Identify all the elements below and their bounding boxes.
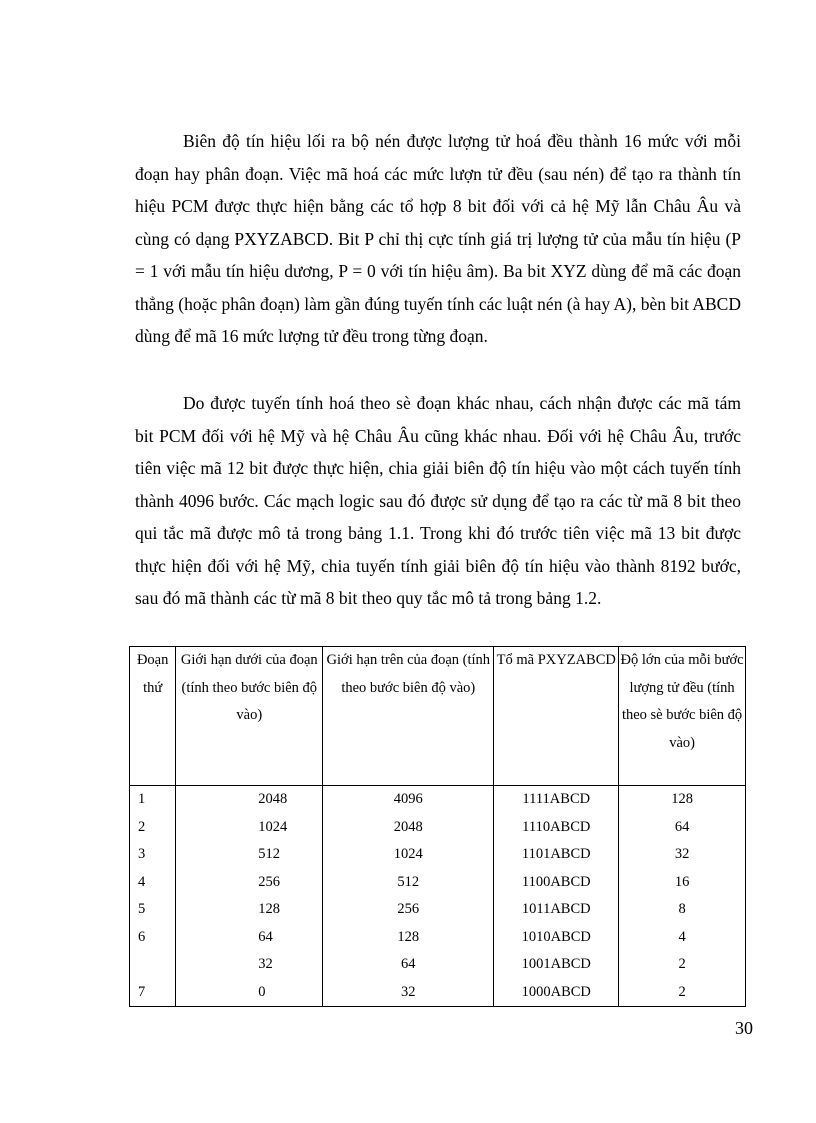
cell-segment: 5 (130, 896, 176, 924)
cell-code: 1000ABCD (494, 979, 619, 1007)
table-row (130, 841, 746, 869)
cell-segment: 3 (130, 841, 176, 869)
cell-segment (130, 951, 176, 979)
table-row (130, 951, 746, 979)
cell-lower: 512 (176, 841, 323, 869)
paragraph-2: Do được tuyến tính hoá theo sè đoạn khác nhau, cách nhận được các mã tám bit PCM đối với hệ Mỹ và hệ Châu Âu cũng khác nhau. Đối với hệ Châu Âu, trước tiên việc mã 12 bit được thực hiện, chia giải biên độ tín hiệu vào một cách tuyến tính thành 4096 bước. Các mạch logic sau đó được sử dụng để tạo ra các từ mã 8 bit theo qui tắc mã được mô tả trong bảng 1.1. Trong khi đó trước tiên việc mã 13 bit được thực hiện đối với hệ Mỹ, chia tuyến tính giải biên độ tín hiệu vào thành 8192 bước, sau đó mã thành các từ mã 8 bit theo quy tắc mô tả trong bảng 1.2. (135, 393, 741, 608)
cell-step: 128 (619, 786, 746, 814)
cell-lower: 128 (176, 896, 323, 924)
header-step-size: Độ lớn của mỗi bước lượng tử đều (tính theo sè bước biên độ vào) (619, 647, 746, 786)
cell-step: 16 (619, 869, 746, 897)
table-row (130, 814, 746, 842)
cell-step: 4 (619, 924, 746, 952)
cell-upper: 128 (323, 924, 494, 952)
cell-segment: 2 (130, 814, 176, 842)
cell-upper: 512 (323, 869, 494, 897)
table-header-row (130, 647, 746, 786)
cell-step: 8 (619, 896, 746, 924)
segment-coding-table (129, 646, 746, 1007)
table-row (130, 896, 746, 924)
cell-segment: 4 (130, 869, 176, 897)
cell-code: 1100ABCD (494, 869, 619, 897)
cell-upper: 256 (323, 896, 494, 924)
table-row (130, 924, 746, 952)
header-upper-limit: Giới hạn trên của đoạn (tính theo bước biên độ vào) (323, 647, 494, 786)
cell-code: 1001ABCD (494, 951, 619, 979)
cell-step: 2 (619, 951, 746, 979)
cell-segment: 1 (130, 786, 176, 814)
cell-code: 1011ABCD (494, 896, 619, 924)
cell-upper: 32 (323, 979, 494, 1007)
paragraph-1: Biên độ tín hiệu lối ra bộ nén được lượng tử hoá đều thành 16 mức với mỗi đoạn hay phân đoạn. Việc mã hoá các mức lượn tử đều (sau nén) để tạo ra thành tín hiệu PCM được thực hiện bằng các tổ hợp 8 bit đối với cả hệ Mỹ lẫn Châu Âu và cùng có dạng PXYZABCD. Bit P chỉ thị cực tính giá trị lượng tử của mẫu tín hiệu (P = 1 với mẫu tín hiệu dương, P = 0 với tín hiệu âm). Ba bit XYZ dùng để mã các đoạn thẳng (hoặc phân đoạn) làm gần đúng tuyến tính các luật nén (à hay A), bèn bit ABCD dùng để mã 16 mức lượng tử đều trong từng đoạn. (135, 131, 741, 346)
cell-code: 1111ABCD (494, 786, 619, 814)
cell-step: 32 (619, 841, 746, 869)
cell-code: 1101ABCD (494, 841, 619, 869)
header-code-word: Tổ mã PXYZABCD (494, 647, 619, 786)
cell-lower: 0 (176, 979, 323, 1007)
cell-lower: 32 (176, 951, 323, 979)
cell-step: 2 (619, 979, 746, 1007)
header-segment-number: Đoạn thứ (130, 647, 176, 786)
cell-lower: 2048 (176, 786, 323, 814)
cell-segment: 7 (130, 979, 176, 1007)
cell-code: 1110ABCD (494, 814, 619, 842)
cell-upper: 64 (323, 951, 494, 979)
page-number: 30 (735, 1018, 753, 1038)
cell-lower: 1024 (176, 814, 323, 842)
cell-step: 64 (619, 814, 746, 842)
header-lower-limit: Giới hạn dưới của đoạn (tính theo bước biên độ vào) (176, 647, 323, 786)
cell-segment: 6 (130, 924, 176, 952)
cell-upper: 1024 (323, 841, 494, 869)
cell-upper: 2048 (323, 814, 494, 842)
cell-code: 1010ABCD (494, 924, 619, 952)
cell-lower: 64 (176, 924, 323, 952)
cell-upper: 4096 (323, 786, 494, 814)
table-row (130, 979, 746, 1007)
cell-lower: 256 (176, 869, 323, 897)
table-row (130, 786, 746, 814)
table-row (130, 869, 746, 897)
